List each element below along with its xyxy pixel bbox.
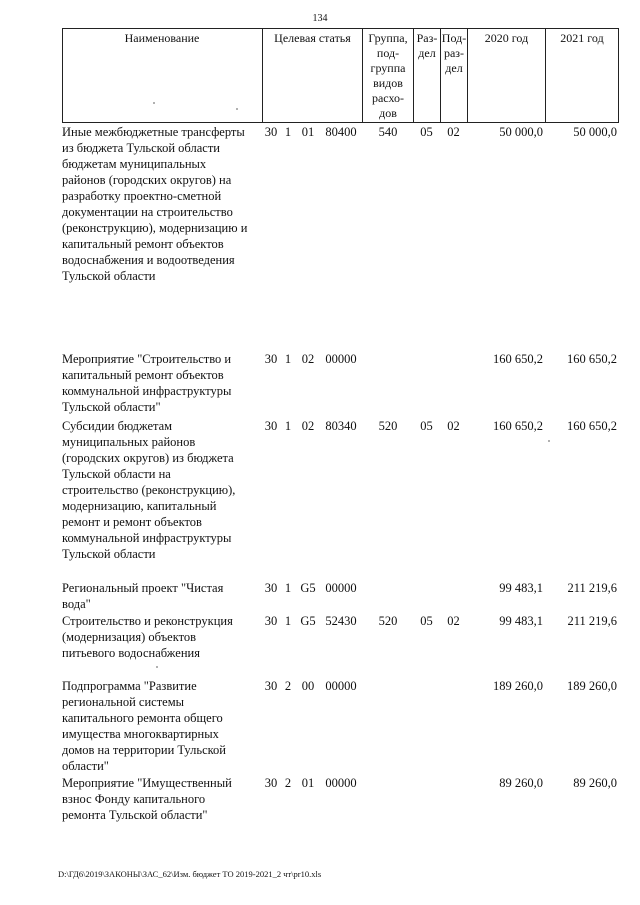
scan-speck <box>153 102 155 104</box>
row-value-2021: 160 650,2 <box>567 419 617 433</box>
row-value-2020: 99 483,1 <box>499 581 543 595</box>
row-code-direction: 80340 <box>325 419 357 433</box>
row-value-2020: 89 260,0 <box>499 776 543 790</box>
row-value-2021: 160 650,2 <box>567 352 617 366</box>
row-code-direction: 00000 <box>325 581 357 595</box>
row-code-event: 01 <box>301 776 315 790</box>
row-name: Мероприятие "Строительство и капитальный ремонт объектов коммунальной инфраструктуры Тульской области" <box>62 352 232 414</box>
row-code-subprogram: 2 <box>284 776 292 790</box>
scan-speck <box>156 666 158 668</box>
row-code-event: 01 <box>301 125 315 139</box>
scan-speck <box>548 440 550 442</box>
header-2021: 2021 год <box>560 31 604 45</box>
row-group: 520 <box>378 614 398 628</box>
row-section: 05 <box>420 419 433 433</box>
row-value-2021: 89 260,0 <box>573 776 617 790</box>
row-code-subprogram: 1 <box>284 614 292 628</box>
header-2020: 2020 год <box>484 31 529 45</box>
row-code-subprogram: 1 <box>284 419 292 433</box>
row-code-direction: 00000 <box>325 679 357 693</box>
row-name: Подпрограмма "Развитие региональной системы капитального ремонта общего имущества многоквартирных домов на территории Тульской области" <box>62 679 227 773</box>
header-name: Наименование <box>124 31 200 45</box>
row-code-subprogram: 1 <box>284 581 292 595</box>
row-code-event: 00 <box>301 679 315 693</box>
row-subsection: 02 <box>447 614 460 628</box>
row-value-2021: 211 219,6 <box>567 581 617 595</box>
header-vline-8 <box>618 28 619 123</box>
row-value-2021: 211 219,6 <box>567 614 617 628</box>
row-name: Субсидии бюджетам муниципальных районов (городских округов) из бюджета Тульской области на строительство (реконструкцию), модернизацию, капитальный ремонт и ремонт объектов коммунальной инфраструктуры Тульской области <box>62 419 236 561</box>
row-code-program: 30 <box>264 776 278 790</box>
header-top-border <box>62 28 619 29</box>
row-code-event: 02 <box>301 419 315 433</box>
row-code-direction: 00000 <box>325 776 357 790</box>
row-subsection: 02 <box>447 419 460 433</box>
row-code-direction: 80400 <box>325 125 357 139</box>
row-name: Строительство и реконструкция (модернизация) объектов питьевого водоснабжения <box>62 614 233 660</box>
row-code-program: 30 <box>264 352 278 366</box>
row-code-subprogram: 1 <box>284 352 292 366</box>
row-value-2020: 50 000,0 <box>499 125 543 139</box>
row-section: 05 <box>420 125 433 139</box>
row-value-2021: 50 000,0 <box>573 125 617 139</box>
header-bottom-border <box>62 122 619 123</box>
header-section: Раз- дел <box>416 31 438 60</box>
header-subsection: Под- раз- дел <box>441 31 467 75</box>
row-value-2020: 160 650,2 <box>493 352 543 366</box>
row-code-event: G5 <box>300 614 316 628</box>
row-value-2020: 189 260,0 <box>493 679 543 693</box>
row-code-program: 30 <box>264 679 278 693</box>
row-name: Иные межбюджетные трансферты из бюджета Тульской области бюджетам муниципальных районов (городских округов) на разработку проектно-сметной документации на строительство (реконструкцию), модернизацию и капитальный ремонт объектов водоснабжения и водоотведения Тульской области <box>62 125 248 283</box>
row-code-event: 02 <box>301 352 315 366</box>
row-value-2020: 160 650,2 <box>493 419 543 433</box>
row-subsection: 02 <box>447 125 460 139</box>
row-code-event: G5 <box>300 581 316 595</box>
scan-speck <box>236 108 238 110</box>
header-group: Группа, под- группа видов расхо- дов <box>368 31 408 120</box>
file-path-footer: D:\ГД6\2019\ЗАКОНЫ\ЗАС_62\Изм. бюджет ТО 2019-2021_2 чт\pr10.xls <box>58 869 322 879</box>
row-value-2020: 99 483,1 <box>499 614 543 628</box>
row-code-subprogram: 2 <box>284 679 292 693</box>
row-code-program: 30 <box>264 125 278 139</box>
row-code-direction: 52430 <box>325 614 357 628</box>
row-section: 05 <box>420 614 433 628</box>
row-code-program: 30 <box>264 581 278 595</box>
row-code-direction: 00000 <box>325 352 357 366</box>
row-value-2021: 189 260,0 <box>567 679 617 693</box>
page-number: 134 <box>312 13 328 24</box>
row-code-program: 30 <box>264 614 278 628</box>
row-name: Региональный проект "Чистая вода" <box>62 581 224 611</box>
row-name: Мероприятие "Имущественный взнос Фонду капитального ремонта Тульской области" <box>62 776 232 822</box>
row-group: 520 <box>378 419 398 433</box>
row-code-program: 30 <box>264 419 278 433</box>
row-group: 540 <box>378 125 398 139</box>
row-code-subprogram: 1 <box>284 125 292 139</box>
header-target: Целевая статья <box>274 31 351 45</box>
